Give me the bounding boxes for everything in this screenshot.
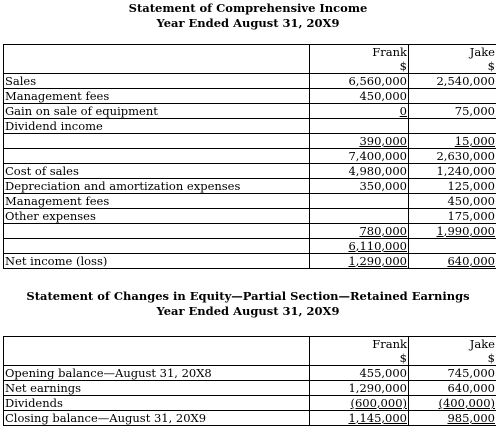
table-row (4, 411, 496, 426)
equity-statement-period: Year Ended August 31, 20X9 (156, 304, 340, 318)
row-label: Net earnings (4, 381, 310, 396)
table-row (4, 149, 496, 164)
frank-value: 455,000 (310, 366, 409, 381)
frank-value: 390,000 (310, 134, 409, 149)
row-label: Cost of sales (4, 164, 310, 179)
table-row (4, 89, 496, 104)
jake-value: 1,240,000 (409, 164, 496, 179)
header-row (4, 45, 496, 74)
table-row (4, 164, 496, 179)
row-label: Closing balance—August 31, 20X9 (4, 411, 310, 426)
frank-value: (600,000) (310, 396, 409, 411)
jake-value: 75,000 (409, 104, 496, 119)
frank-value (310, 194, 409, 209)
row-label: Opening balance—August 31, 20X8 (4, 366, 310, 381)
frank-value: 4,980,000 (310, 164, 409, 179)
jake-value: 175,000 (409, 209, 496, 224)
table-row (4, 381, 496, 396)
jake-value: 1,990,000 (409, 224, 496, 239)
frank-value: 350,000 (310, 179, 409, 194)
row-label (4, 224, 310, 239)
frank-column-header: Frank $ (310, 337, 409, 366)
table-row (4, 239, 496, 254)
table-row (4, 104, 496, 119)
jake-column-header: Jake $ (409, 337, 496, 366)
jake-value: 640,000 (409, 254, 496, 269)
frank-value (310, 119, 409, 134)
jake-value: 985,000 (409, 411, 496, 426)
row-label: Dividends (4, 396, 310, 411)
table-row (4, 396, 496, 411)
row-label: Gain on sale of equipment (4, 104, 310, 119)
frank-value: 0 (310, 104, 409, 119)
frank-value: 1,145,000 (310, 411, 409, 426)
table-row (4, 194, 496, 209)
jake-value (409, 239, 496, 254)
jake-value: 2,630,000 (409, 149, 496, 164)
row-label (4, 149, 310, 164)
equity-statement-table (3, 336, 496, 426)
frank-value: 1,290,000 (310, 381, 409, 396)
header-row (4, 337, 496, 366)
frank-value (310, 209, 409, 224)
frank-column-header: Frank $ (310, 45, 409, 74)
row-label: Other expenses (4, 209, 310, 224)
jake-column-header: Jake $ (409, 45, 496, 74)
jake-value: 15,000 (409, 134, 496, 149)
frank-value: 6,110,000 (310, 239, 409, 254)
income-statement-title: Statement of Comprehensive Income (128, 1, 368, 15)
row-label: Dividend income (4, 119, 310, 134)
jake-value: (400,000) (409, 396, 496, 411)
frank-value: 7,400,000 (310, 149, 409, 164)
row-label: Depreciation and amortization expenses (4, 179, 310, 194)
income-statement-table (3, 44, 496, 269)
table-row (4, 224, 496, 239)
equity-statement-title: Statement of Changes in Equity—Partial Section—Retained Earnings (26, 289, 470, 303)
frank-value: 450,000 (310, 89, 409, 104)
frank-value: 6,560,000 (310, 74, 409, 89)
jake-value: 450,000 (409, 194, 496, 209)
row-label: Management fees (4, 89, 310, 104)
jake-value: 125,000 (409, 179, 496, 194)
table-row (4, 134, 496, 149)
jake-value: 2,540,000 (409, 74, 496, 89)
frank-value: 1,290,000 (310, 254, 409, 269)
row-label: Management fees (4, 194, 310, 209)
table-row (4, 119, 496, 134)
jake-value (409, 119, 496, 134)
income-statement-period: Year Ended August 31, 20X9 (156, 16, 340, 30)
table-row (4, 74, 496, 89)
table-row (4, 254, 496, 269)
row-label (4, 134, 310, 149)
jake-value: 640,000 (409, 381, 496, 396)
frank-value: 780,000 (310, 224, 409, 239)
table-row (4, 209, 496, 224)
row-label: Net income (loss) (4, 254, 310, 269)
table-row (4, 366, 496, 381)
jake-value (409, 89, 496, 104)
row-label (4, 239, 310, 254)
jake-value: 745,000 (409, 366, 496, 381)
row-label: Sales (4, 74, 310, 89)
table-row (4, 179, 496, 194)
